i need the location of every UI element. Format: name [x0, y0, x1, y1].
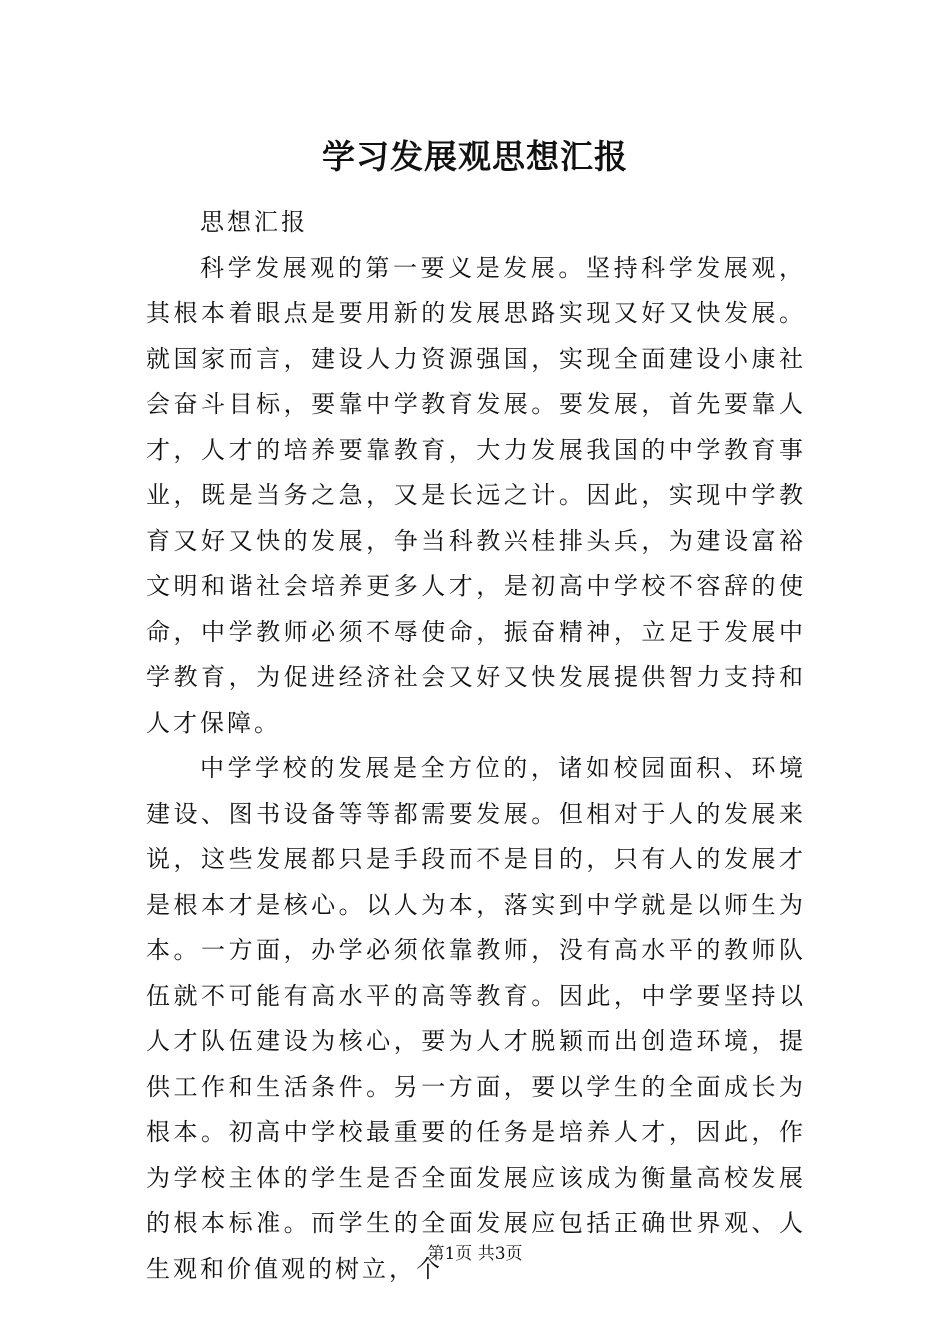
document-title: 学习发展观思想汇报	[322, 137, 628, 176]
page-footer: 第1页 共3页	[427, 1244, 523, 1264]
paragraph: 科学发展观的第一要义是发展。坚持科学发展观，其根本着眼点是要用新的发展思路实现又好又快发展。就国家而言，建设人力资源强国，实现全面建设小康社会奋斗目标，要靠中学教育发展。要发展，首先要靠人才，人才的培养要靠教育，大力发展我国的中学教育事业，既是当务之急，又是长远之计。因此，实现中学教育又好又快的发展，争当科教兴桂排头兵，为建设富裕文明和谐社会培养更多人才，是初高中学校不容辞的使命，中学教师必须不辱使命，振奋精神，立足于发展中学教育，为促进经济社会又好又快发展提供智力支持和人才保障。	[146, 253, 806, 737]
paragraph: 中学学校的发展是全方位的，诸如校园面积、环境建设、图书设备等等都需要发展。但相对于人的发展来说，这些发展都只是手段而不是目的，只有人的发展才是根本才是核心。以人为本，落实到中学就是以师生为本。一方面，办学必须依靠教师，没有高水平的教师队伍就不可能有高水平的高等教育。因此，中学要坚持以人才队伍建设为核心，要为人才脱颖而出创造环境，提供工作和生活条件。另一方面，要以学生的全面成长为根本。初高中学校最重要的任务是培养人才，因此，作为学校主体的学生是否全面发展应该成为衡量高校发展的根本标准。而学生的全面发展应包括正确世界观、人生观和价值观的树立，个	[146, 754, 806, 1283]
section-heading: 思想汇报	[200, 208, 308, 236]
document-body	[146, 200, 806, 1292]
